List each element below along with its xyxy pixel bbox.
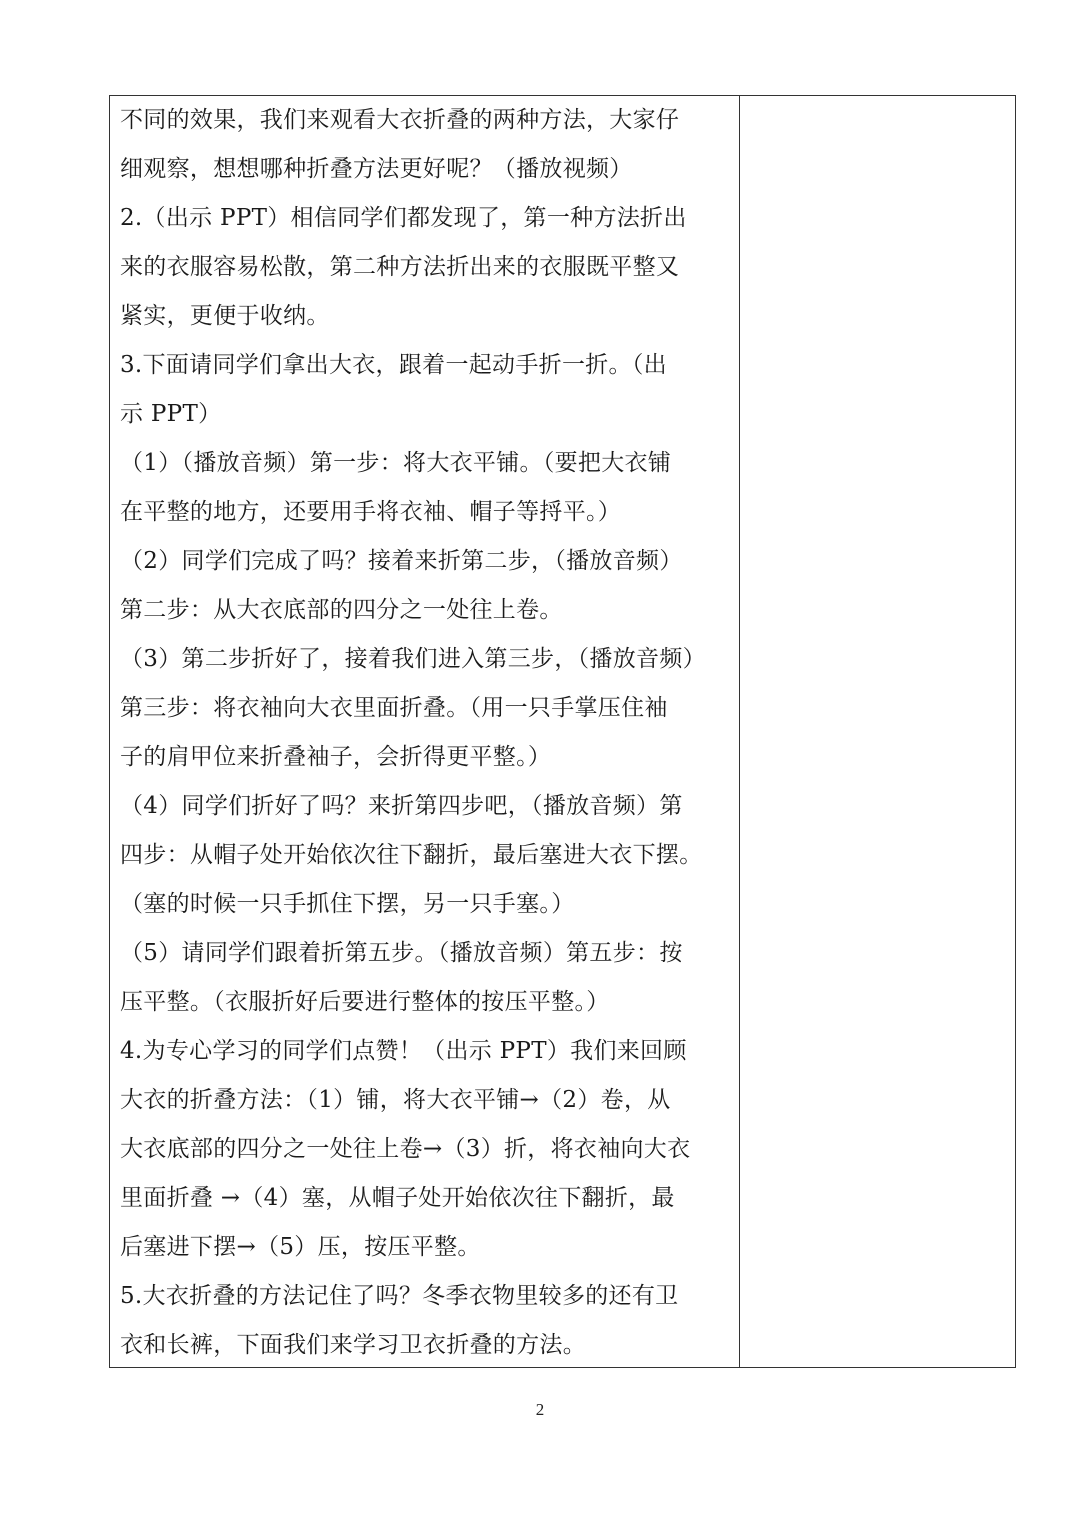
text-line: 大衣的折叠方法：（1）铺，将大衣平铺→（2）卷，从	[120, 1087, 671, 1113]
text-line: 后塞进下摆→（5）压，按压平整。	[120, 1234, 481, 1260]
text-line: 不同的效果，我们来观看大衣折叠的两种方法，大家仔	[120, 107, 680, 133]
lesson-process-cell	[120, 96, 732, 1370]
text-line: 四步：从帽子处开始依次往下翻折，最后塞进大衣下摆。	[120, 842, 703, 868]
text-line: 细观察，想想哪种折叠方法更好呢？（播放视频）	[120, 156, 633, 182]
column-divider	[739, 96, 740, 1367]
text-line: 3.下面请同学们拿出大衣，跟着一起动手折一折。（出	[120, 352, 667, 378]
text-line: 大衣底部的四分之一处往上卷→（3）折，将衣袖向大衣	[120, 1136, 691, 1162]
text-line: （4）同学们折好了吗？来折第四步吧，（播放音频）第	[120, 793, 683, 819]
notes-cell	[741, 96, 1015, 1367]
text-line: （1）（播放音频）第一步：将大衣平铺。（要把大衣铺	[120, 450, 672, 476]
text-line: 子的肩甲位来折叠袖子，会折得更平整。）	[120, 744, 552, 770]
text-line: 5.大衣折叠的方法记住了吗？冬季衣物里较多的还有卫	[120, 1283, 679, 1309]
text-line: 来的衣服容易松散，第二种方法折出来的衣服既平整又	[120, 254, 680, 280]
page-number: 2	[535, 1400, 545, 1419]
text-line: 示 PPT）	[120, 401, 222, 427]
text-line: 在平整的地方，还要用手将衣袖、帽子等捋平。）	[120, 499, 622, 525]
text-line: 2.（出示 PPT）相信同学们都发现了，第一种方法折出	[120, 205, 687, 231]
text-line: 衣和长裤，下面我们来学习卫衣折叠的方法。	[120, 1332, 586, 1358]
text-line: （塞的时候一只手抓住下摆，另一只手塞。）	[120, 891, 575, 917]
text-line: 紧实，更便于收纳。	[120, 303, 330, 329]
text-line: 4.为专心学习的同学们点赞！（出示 PPT）我们来回顾	[120, 1038, 687, 1064]
text-line: 第三步：将衣袖向大衣里面折叠。（用一只手掌压住袖	[120, 695, 668, 721]
text-line: 第二步：从大衣底部的四分之一处往上卷。	[120, 597, 563, 623]
text-line: （3）第二步折好了，接着我们进入第三步，（播放音频）	[120, 646, 706, 672]
text-line: 里面折叠 →（4）塞，从帽子处开始依次往下翻折，最	[120, 1185, 675, 1211]
text-line: 压平整。（衣服折好后要进行整体的按压平整。）	[120, 989, 610, 1015]
text-line: （5）请同学们跟着折第五步。（播放音频）第五步：按	[120, 940, 683, 966]
text-line: （2）同学们完成了吗？接着来折第二步，（播放音频）	[120, 548, 683, 574]
lesson-table	[109, 95, 1016, 1368]
